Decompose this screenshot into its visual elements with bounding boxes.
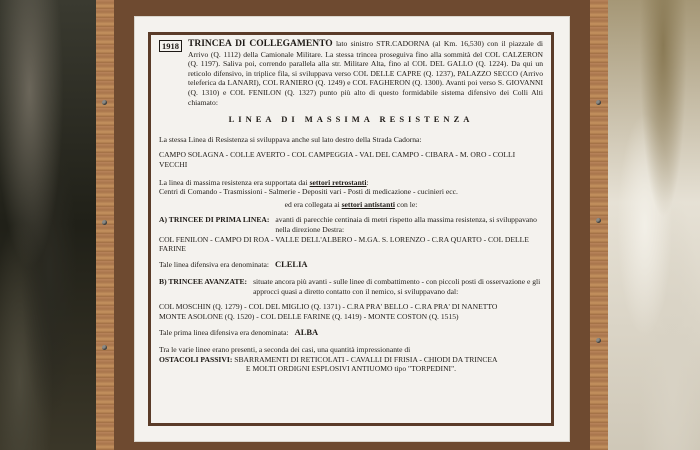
section-b-label: B) TRINCEE AVANZATE: bbox=[159, 277, 248, 287]
section-a-line-name: CLELIA bbox=[274, 258, 308, 269]
section-b-places-2: MONTE ASOLONE (Q. 1520) - COL DELLE FARINE (Q. 1419) - MONTE COSTON (Q. 1515) bbox=[159, 312, 459, 322]
nail-icon bbox=[596, 218, 601, 223]
linked-post: con le: bbox=[394, 199, 418, 209]
nail-icon bbox=[102, 345, 107, 350]
intro-paragraph bbox=[188, 39, 543, 107]
intro-text: lato sinistro STR.CADORNA (al Km. 16,530) con il piazzale di Arrivo (Q. 1112) della Camionale Militare. La stessa trincea proseguiva fino alla sommità del COL CALZERON (Q. 1197). Saliva poi, correndo parallela alla str. Militare Alta, fino al COL DEL GALLO (Q. 1224). Da qui un reticolo difensivo, in triplice fila, si sviluppava verso COL DELLE CAPRE (Q. 1237), PALAZZO SECCO (Arrivo teleferica da LANARI), COL RANIERO (Q. 1249) e COL FAGHERON (Q. 1300). Avanti poi verso S. GIOVANNI (Q. 1310) e COL FENILON (Q. 1327) punto più alto di questo formidabile sistema difensivo dei Colli Alti chiamato: bbox=[188, 39, 543, 107]
section-b-places-1: COL MOSCHIN (Q. 1279) - COL DEL MIGLIO (Q. 1371) - C.RA PRA' BELLO - C.RA PRA' DI NANETTO bbox=[159, 302, 498, 312]
section-b-text: situate ancora più avanti - sulle linee di combattimento - con piccoli posti di osservazione e gli approcci quasi a diretto contatto con il nemico, si sviluppavano dal: bbox=[253, 277, 541, 296]
nail-icon bbox=[596, 100, 601, 105]
section-a-label: A) TRINCEE DI PRIMA LINEA: bbox=[159, 215, 270, 225]
section-a bbox=[159, 215, 543, 234]
section-b-line-name: ALBA bbox=[294, 326, 319, 337]
section-a-places: COL FENILON - CAMPO DI ROA - VALLE DELL'ALBERO - M.GA. S. LORENZO - C.RA QUARTO - COL DELLE FARINE bbox=[159, 234, 529, 254]
linked-term: settori antistanti bbox=[341, 199, 395, 209]
right-side-places: CAMPO SOLAGNA - COLLE AVERTO - COL CAMPEGGIA - VAL DEL CAMPO - CIBARA - M. ORO - COLLI VECCHI bbox=[159, 150, 516, 169]
obstacles-list-2: E MOLTI ORDIGNI ESPLOSIVI ANTIUOMO tipo "TORPEDINI". bbox=[245, 364, 457, 374]
obstacles-label: OSTACOLI PASSIVI: bbox=[159, 354, 233, 364]
section-a-named-pre: Tale linea difensiva era denominata: bbox=[159, 259, 269, 269]
sign-title: TRINCEA DI COLLEGAMENTO bbox=[188, 39, 333, 49]
section-title: LINEA DI MASSIMA RESISTENZA bbox=[228, 114, 474, 125]
obstacles-intro: Tra le varie linee erano presenti, a seconda dei casi, una quantità impressionante di bbox=[159, 345, 411, 355]
section-a-text: avanti di parecchie centinaia di metri rispetto alla massima resistenza, si sviluppavano nella direzione Destra: bbox=[275, 215, 537, 234]
sign-frame bbox=[148, 32, 554, 426]
obstacles-list-1: SBARRAMENTI DI RETICOLATI - CAVALLI DI FRISIA - CHIODI DA TRINCEA bbox=[234, 354, 498, 364]
support-term: settori retrostanti bbox=[309, 177, 367, 187]
section-a-naming bbox=[159, 260, 543, 270]
nail-icon bbox=[596, 338, 601, 343]
memorial-sign bbox=[134, 16, 570, 442]
support-post: : bbox=[366, 177, 369, 187]
wooden-post-right bbox=[590, 0, 608, 450]
linked-pre: ed era collegata ai bbox=[284, 199, 342, 209]
support-list: Centri di Comando - Trasmissioni - Salmerie - Depositi vari - Posti di medicazione - cucinieri ecc. bbox=[159, 187, 458, 197]
section-b bbox=[159, 277, 543, 296]
support-paragraph bbox=[159, 178, 543, 188]
sign-header bbox=[159, 39, 543, 107]
obstacles-row bbox=[159, 355, 543, 365]
rock-wall-right bbox=[608, 0, 700, 450]
rock-wall-left bbox=[0, 0, 98, 450]
right-side-text: La stessa Linea di Resistenza si sviluppava anche sul lato destro della Strada Cadorna: bbox=[159, 134, 422, 144]
linked-paragraph bbox=[159, 200, 543, 210]
section-b-named-pre: Tale prima linea difensiva era denominata: bbox=[159, 327, 289, 337]
nail-icon bbox=[102, 100, 107, 105]
wooden-post-left bbox=[96, 0, 114, 450]
support-pre: La linea di massima resistenza era supportata dai bbox=[159, 177, 310, 187]
nail-icon bbox=[102, 220, 107, 225]
year-badge: 1918 bbox=[159, 40, 182, 52]
section-b-naming bbox=[159, 328, 543, 338]
